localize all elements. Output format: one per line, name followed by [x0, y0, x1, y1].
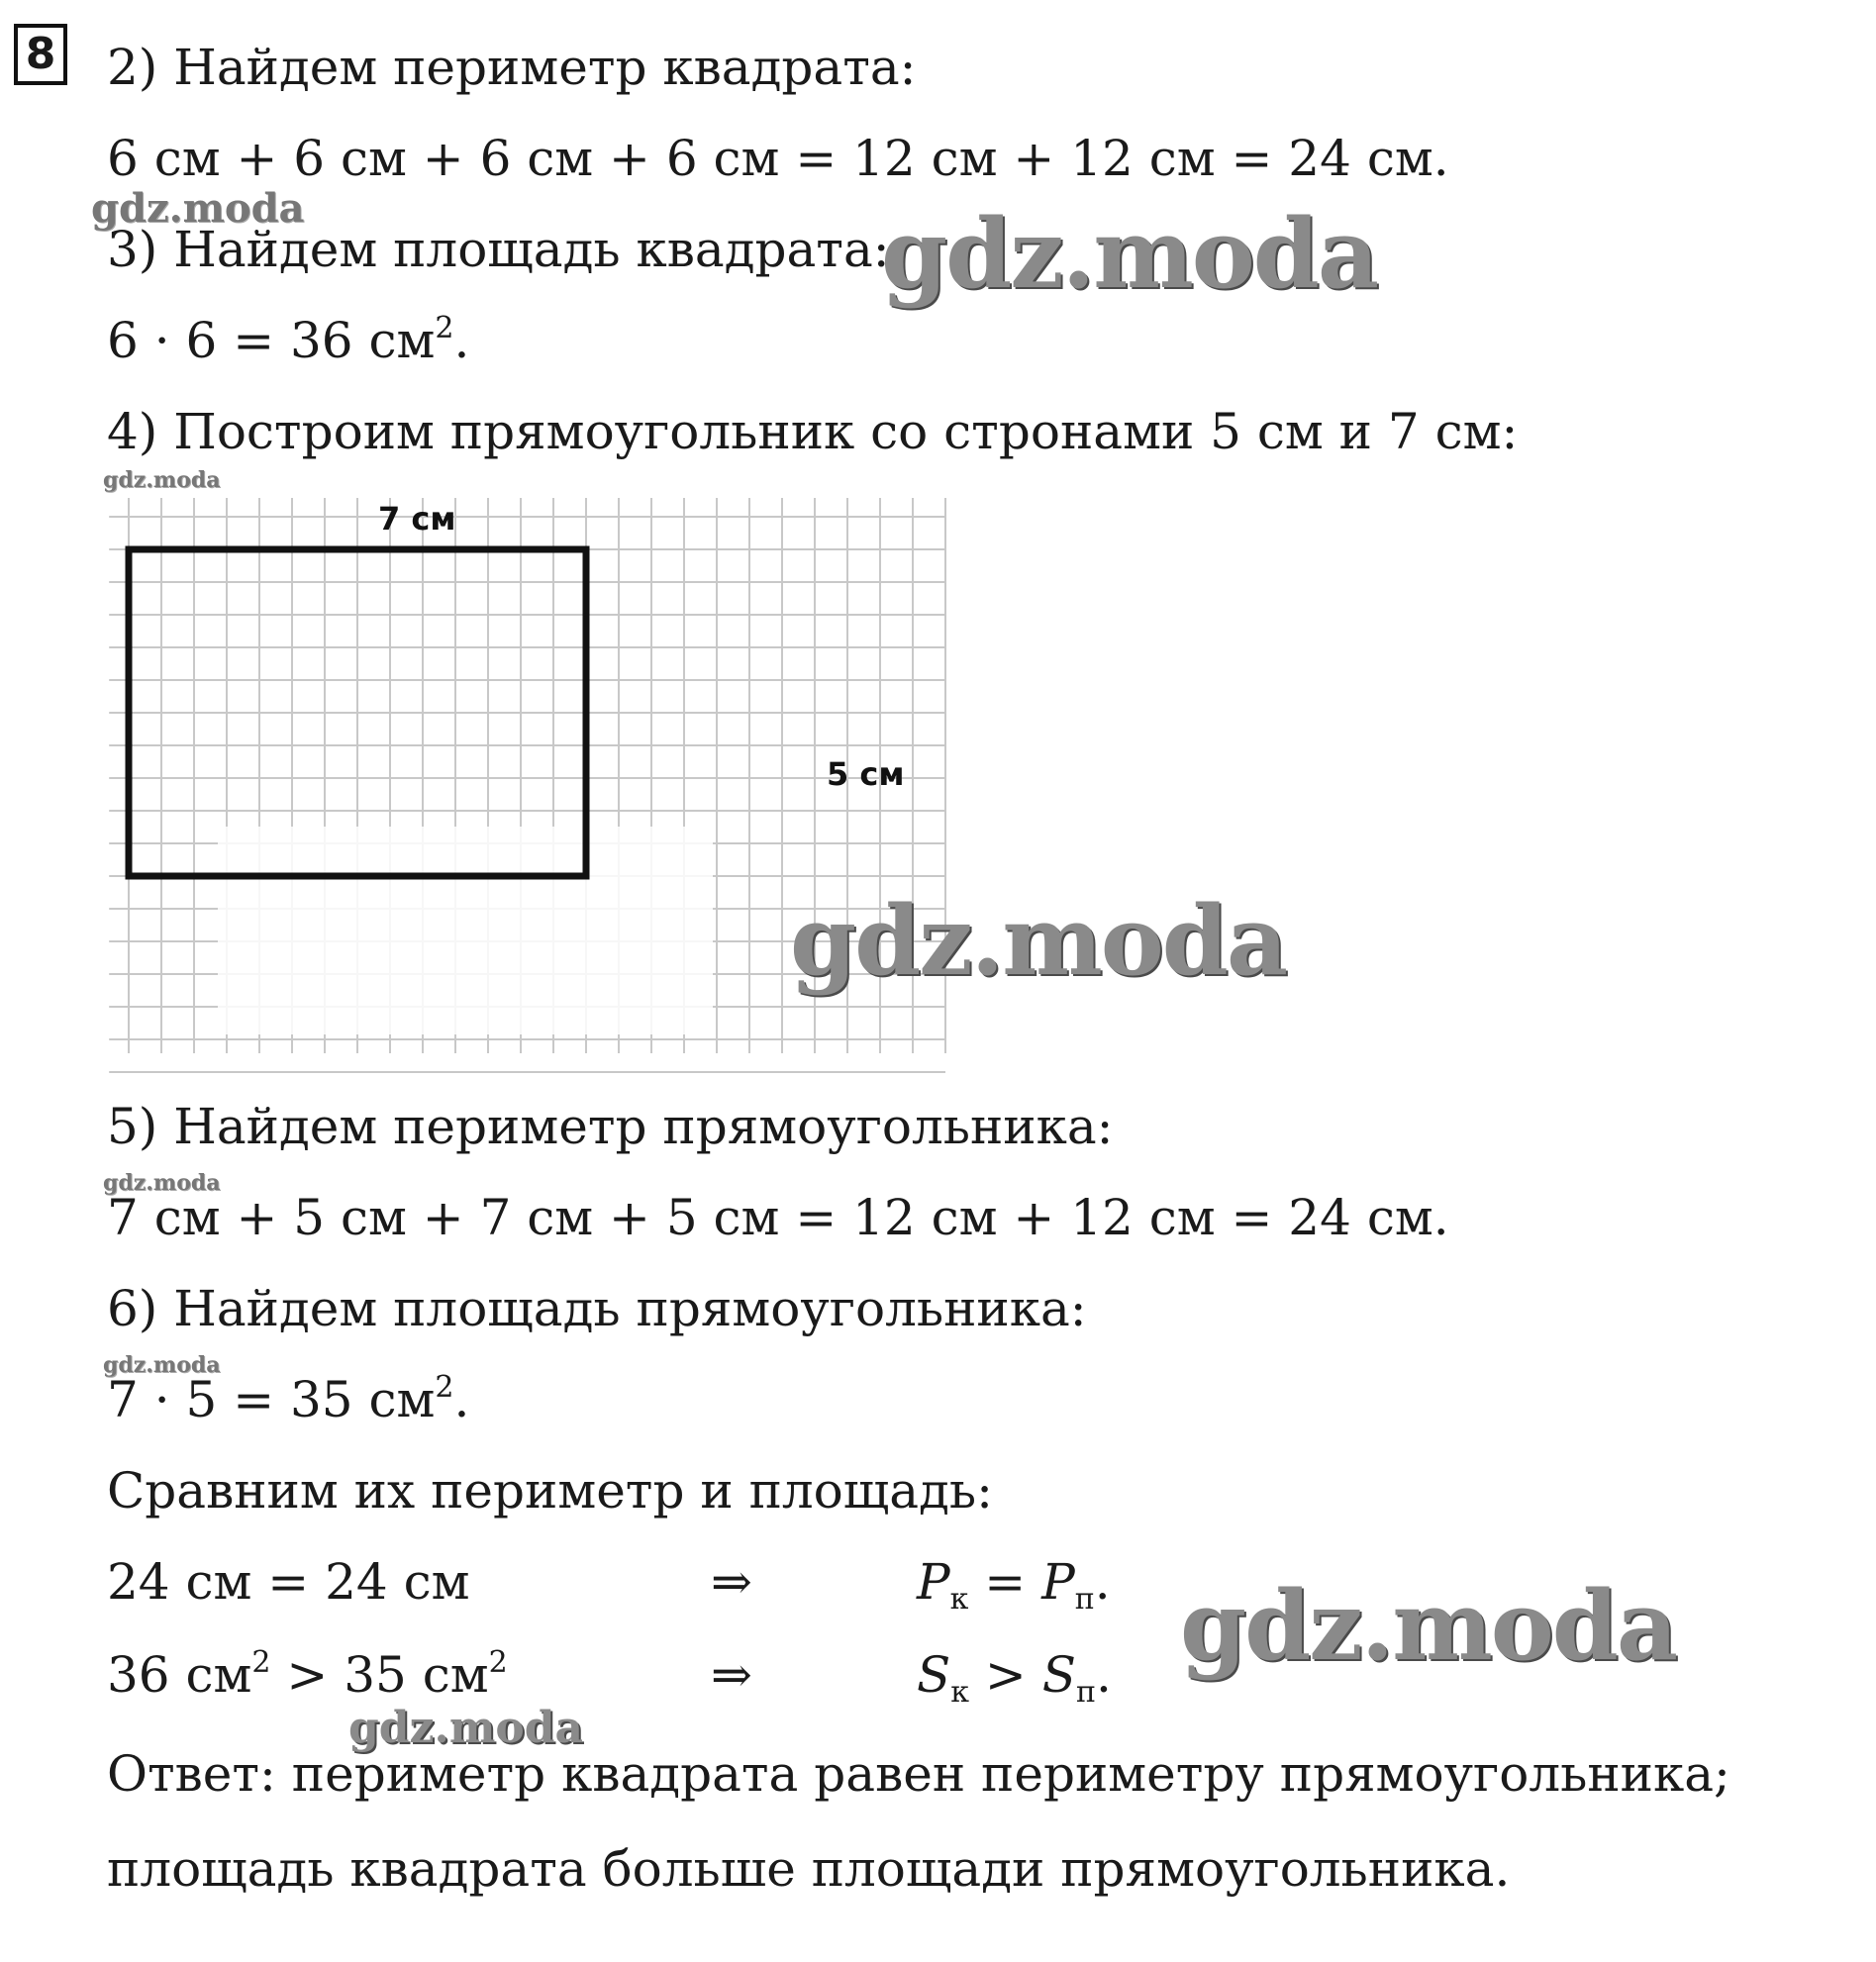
perimeter-compare-left: 24 см = 24 см [107, 1553, 470, 1611]
rectangle-area-equation: 7 · 5 = 35 $см^2$. [107, 1370, 470, 1428]
answer-line-2: площадь квадрата больше площади прямоугольника. [107, 1840, 1511, 1898]
watermark: gdz.moda [881, 198, 1378, 310]
square-perimeter-equation: 6 см + 6 см + 6 см + 6 см = 12 см + 12 см = 24 см. [107, 130, 1449, 187]
label-top-side: 7 см [378, 500, 456, 538]
step-6-heading: 6) Найдем площадь прямоугольника: [107, 1280, 1087, 1337]
watermark-patch [218, 827, 713, 1034]
watermark: gdz.moda [348, 1703, 584, 1753]
step-3-heading: 3) Найдем площадь квадрата: [107, 221, 890, 278]
area-compare-left: 36 $см^2 > 35$ $см^2$ [107, 1645, 508, 1704]
answer-line-1: Ответ: периметр квадрата равен периметру прямоугольника; [107, 1745, 1730, 1803]
watermark: gdz.moda [790, 885, 1287, 997]
rectangle-perimeter-equation: 7 см + 5 см + 7 см + 5 см = 12 см + 12 см = 24 см. [107, 1189, 1449, 1246]
watermark: gdz.moda [91, 185, 305, 232]
square-area-equation: 6 · 6 = 36 $см^2$. [107, 311, 470, 369]
implies-arrow: ⇒ [711, 1646, 752, 1704]
step-2-heading: 2) Найдем периметр квадрата: [107, 39, 917, 96]
perimeter-compare-right: $P_к = P_п$. [917, 1553, 1111, 1617]
task-number-box: 8 [14, 24, 67, 85]
label-right-side: 5 см [827, 755, 905, 793]
watermark: gdz.moda [1180, 1570, 1677, 1682]
compare-heading: Сравним их периметр и площадь: [107, 1462, 993, 1520]
perimeter-comparison-row [107, 1552, 1196, 1617]
watermark: gdz.moda [103, 1170, 221, 1196]
step-4-heading: 4) Построим прямоугольник со стронами 5 см и 7 см: [107, 403, 1519, 460]
area-comparison-row [107, 1645, 1196, 1710]
area-compare-right: $S_к > S_п$. [917, 1646, 1112, 1710]
step-5-heading: 5) Найдем периметр прямоугольника: [107, 1098, 1114, 1155]
watermark: gdz.moda [103, 1352, 221, 1378]
watermark: gdz.moda [103, 467, 221, 493]
implies-arrow: ⇒ [711, 1553, 752, 1611]
